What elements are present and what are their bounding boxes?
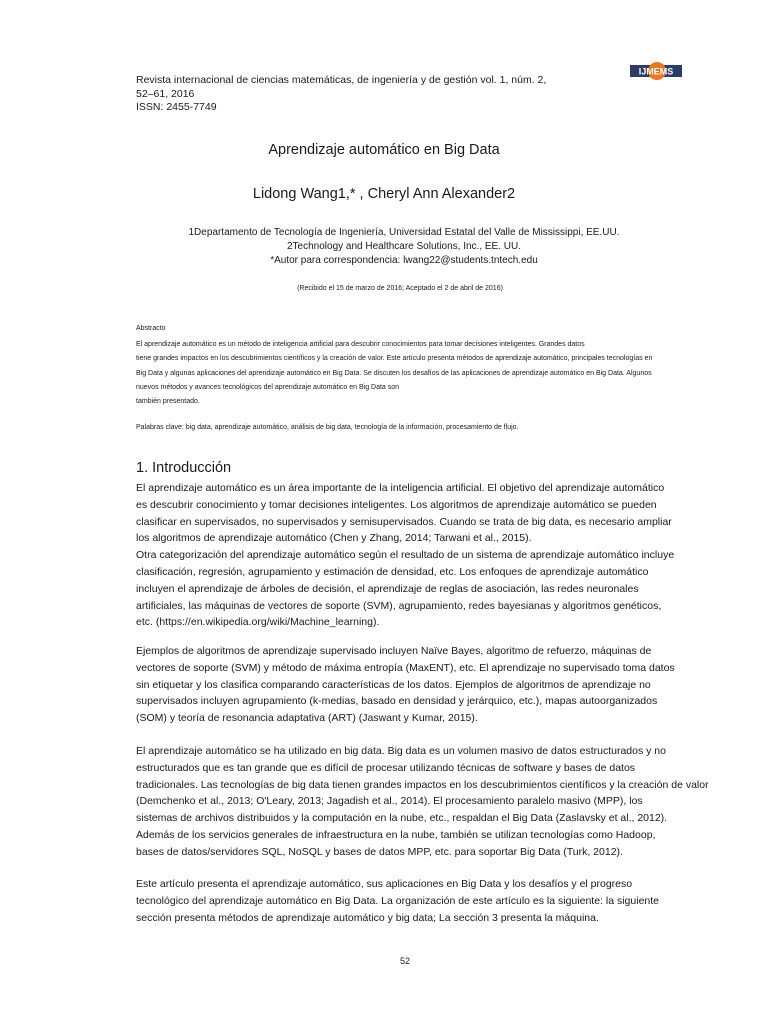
text-line: sección presenta métodos de aprendizaje automático y big data; La sección 3 presenta la máquina. xyxy=(136,911,599,924)
paper-authors: Lidong Wang1,* , Cheryl Ann Alexander2 xyxy=(252,186,516,202)
journal-line: Revista internacional de ciencias matemáticas, de ingeniería y de gestión vol. 1, núm. 2, xyxy=(136,74,547,86)
paper-title: Aprendizaje automático en Big Data xyxy=(268,142,500,158)
text-line: tecnológico del aprendizaje automático en Big Data. La organización de este artículo es la siguiente: la siguiente xyxy=(136,894,660,907)
journal-line: 52–61, 2016 xyxy=(136,87,195,100)
paragraph xyxy=(136,643,675,727)
text-line: Además de los servicios generales de infraestructura en la nube, también se utilizan tecnologías como Hadoop, xyxy=(136,828,656,841)
text-line: Este artículo presenta el aprendizaje automático, sus aplicaciones en Big Data y los desafíos y el progreso xyxy=(136,878,633,890)
page-number: 52 xyxy=(399,956,410,966)
text-line: El aprendizaje automático es un área importante de la inteligencia artificial. El objetivo del aprendizaje automático xyxy=(136,482,665,494)
abstract-body xyxy=(136,338,652,409)
text-line: sistemas de archivos distribuidos y la computación en la nube, etc., respaldan el Big Data (Zaslavsky et al., 2012). xyxy=(136,812,668,825)
text-line: los algoritmos de aprendizaje automático (Chen y Zhang, 2014; Tarwani et al., 2015). xyxy=(136,532,532,545)
abstract-line: también presentado. xyxy=(136,398,200,406)
journal-header xyxy=(136,74,546,115)
text-line: incluyen el aprendizaje de árboles de decisión, el aprendizaje de reglas de asociación, las redes neuronales xyxy=(136,582,639,595)
abstract-heading: Abstracto xyxy=(136,325,166,332)
paragraph xyxy=(136,743,709,861)
abstract-line: Big Data y algunas aplicaciones del aprendizaje automático en Big Data. Se discuten los desafíos de las aplicaciones de aprendizaje automático en Big Data. Algunos xyxy=(136,369,652,377)
logo-text: IJMEMS xyxy=(638,66,674,77)
text-line: bases de datos/servidores SQL, NoSQL y bases de datos MPP, etc. para soportar Big Data (Turk, 2012). xyxy=(136,845,623,858)
text-line: vectores de soporte (SVM) y método de máxima entropía (MaxENT), etc. El aprendizaje no supervisado toma datos xyxy=(136,661,675,674)
received-dates: (Recibido el 15 de marzo de 2016; Aceptado el 2 de abril de 2016) xyxy=(297,285,503,292)
text-line: estructurados que es tan grande que es difícil de procesar utilizando técnicas de software y bases de datos xyxy=(136,761,636,774)
text-line: supervisados incluyen agrupamiento (k-medias, basado en densidad y jerárquico, etc.), mapas autoorganizados xyxy=(136,695,658,708)
text-line: artificiales, las máquinas de vectores de soporte (SVM), agrupamiento, redes bayesianas y algoritmos genéticos, xyxy=(136,599,662,612)
text-line: clasificación, regresión, agrupamiento y estimación de densidad, etc. Los enfoques de aprendizaje automático xyxy=(136,565,649,578)
abstract-line: tiene grandes impactos en los descubrimientos científicos y la creación de valor. Este artículo presenta métodos de aprendizaje automático, principales tecnologías en xyxy=(136,355,653,363)
section-heading: 1. Introducción xyxy=(136,460,232,476)
abstract-line: nuevos métodos y avances tecnológicos del aprendizaje automático en Big Data son xyxy=(136,383,400,391)
text-line: etc. (https://en.wikipedia.org/wiki/Machine_learning). xyxy=(136,616,380,629)
text-line: (Demchenko et al., 2013; O'Leary, 2013; Jagadish et al., 2014). El procesamiento paralelo masivo (MPP), los xyxy=(136,795,643,808)
text-line: sin etiquetar y los clasifica comparando características de los datos. Ejemplos de algoritmos de aprendizaje no xyxy=(136,678,651,691)
text-line: El aprendizaje automático se ha utilizado en big data. Big data es un volumen masivo de datos estructurados y no xyxy=(136,745,666,757)
paragraph xyxy=(136,876,659,926)
affiliation-line: 2Technology and Healthcare Solutions, Inc., EE. UU. xyxy=(286,241,522,252)
journal-line: ISSN: 2455-7749 xyxy=(136,101,217,113)
paragraph xyxy=(136,480,674,631)
journal-logo xyxy=(630,62,682,80)
keywords: Palabras clave: big data, aprendizaje automático, análisis de big data, tecnología de la información, procesamiento de flujo. xyxy=(136,424,519,431)
text-line: tradicionales. Las tecnologías de big data tienen grandes impactos en los descubrimientos científicos y la creación de valor xyxy=(136,778,709,791)
affiliation-line: 1Departamento de Tecnología de Ingeniería, Universidad Estatal del Valle de Mississippi, EE.UU. xyxy=(188,227,620,238)
text-line: clasificar en supervisados, no supervisados y semisupervisados. Cuando se trata de big data, es necesario ampliar xyxy=(136,515,672,528)
text-line: Otra categorización del aprendizaje automático según el resultado de un sistema de aprendizaje automático incluye xyxy=(136,549,675,562)
affiliations xyxy=(0,226,768,268)
abstract-line: El aprendizaje automático es un método de inteligencia artificial para descubrir conocimientos para tomar decisiones inteligentes. Grandes datos xyxy=(136,341,585,348)
text-line: (SOM) y teoría de resonancia adaptativa (ART) (Jaswant y Kumar, 2015). xyxy=(136,712,478,725)
text-line: es descubrir conocimiento y tomar decisiones inteligentes. Los algoritmos de aprendizaje automático se pueden xyxy=(136,498,657,511)
correspondence-line: *Autor para correspondencia: lwang22@students.tntech.edu xyxy=(270,255,538,266)
text-line: Ejemplos de algoritmos de aprendizaje supervisado incluyen Naïve Bayes, algoritmo de refuerzo, máquinas de xyxy=(136,645,652,657)
